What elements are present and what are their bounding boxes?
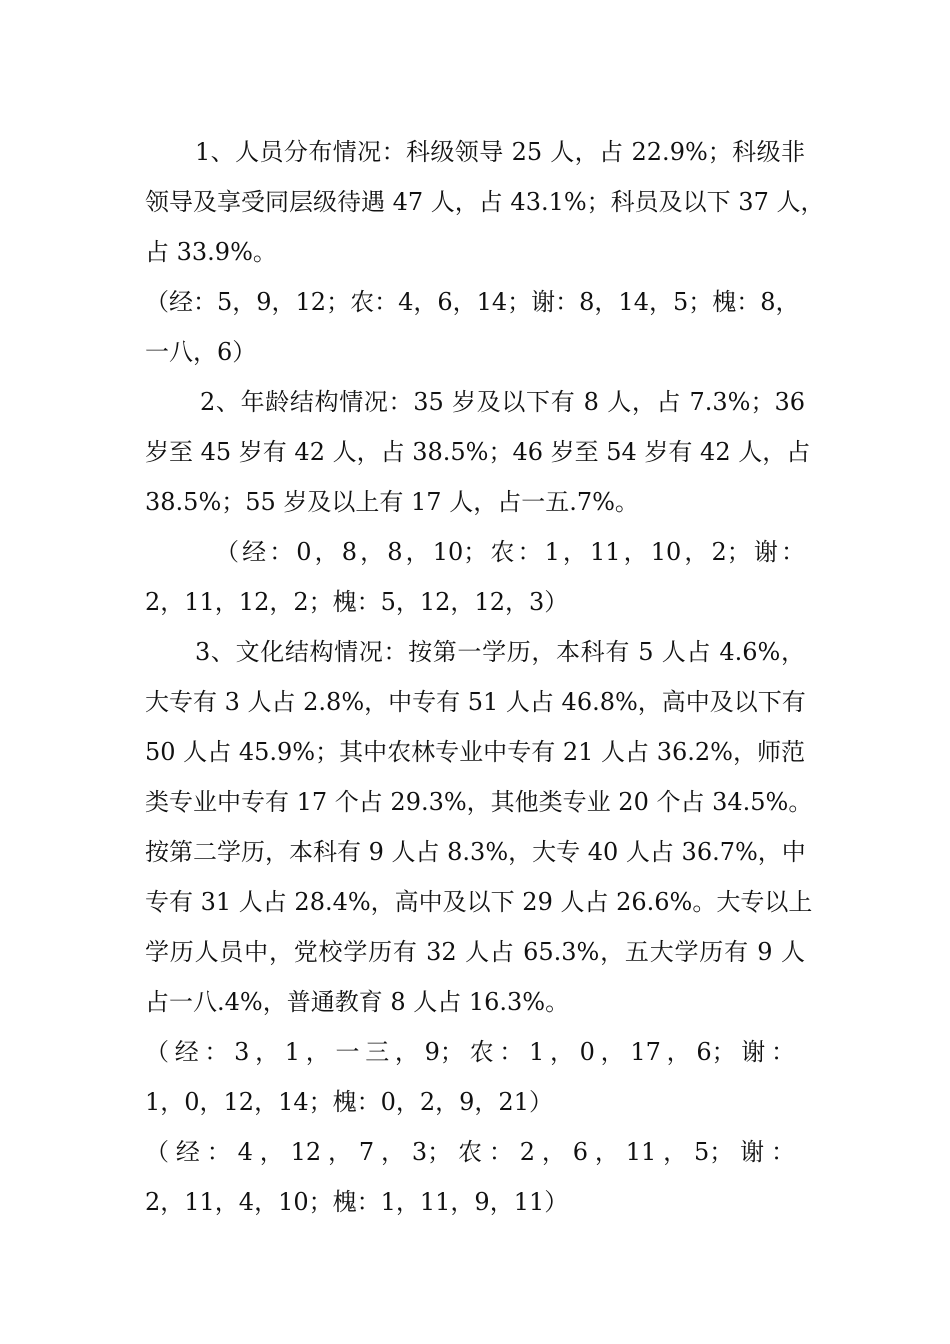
section2-note-line-2	[0, 577, 950, 627]
section2-text-2: 岁至 45 岁有 42 人，占 38.5%；46 岁至 54 岁有 42 人，占	[145, 438, 811, 466]
section3-note2-line-2	[0, 1177, 950, 1227]
section2-line-2	[0, 427, 950, 477]
section1-text-2: 领导及享受同层级待遇 47 人，占 43.1%；科员及以下 37 人，	[145, 188, 825, 216]
section3-text-8: 占一八.4%，普通教育 8 人占 16.3%。	[145, 988, 570, 1016]
section3-text-2: 大专有 3 人占 2.8%，中专有 51 人占 46.8%，高中及以下有	[145, 688, 806, 716]
section3-note2-line-1	[0, 1127, 950, 1177]
section3-line-2	[0, 677, 950, 727]
section3-line-1	[0, 627, 950, 677]
section2-line-1	[0, 377, 950, 427]
section1-text-1: 1、人员分布情况：科级领导 25 人，占 22.9%；科级非	[195, 138, 805, 166]
section3-text-3: 50 人占 45.9%；其中农林专业中专有 21 人占 36.2%，师范	[145, 738, 805, 766]
section3-line-7	[0, 927, 950, 977]
section3-text-7: 学历人员中，党校学历有 32 人占 65.3%，五大学历有 9 人	[145, 938, 805, 966]
section3-line-6	[0, 877, 950, 927]
section2-text-1: 2、年龄结构情况：35 岁及以下有 8 人，占 7.3%；36	[200, 388, 805, 416]
section2-text-3: 38.5%；55 岁及以上有 17 人，占一五.7%。	[145, 488, 639, 516]
section3-note1-line-2	[0, 1077, 950, 1127]
section2-note-line-1	[0, 527, 950, 577]
section1-line-3	[0, 227, 950, 277]
section3-line-4	[0, 777, 950, 827]
section3-note1-text-1: （经：3，1，一三，9；农：1，0，17，6；谢：	[145, 1038, 795, 1066]
section3-note2-text-2: 2，11，4，10；槐：1，11，9，11）	[145, 1188, 569, 1216]
section2-line-3	[0, 477, 950, 527]
section1-text-3: 占 33.9%。	[145, 238, 277, 266]
section3-text-1: 3、文化结构情况：按第一学历，本科有 5 人占 4.6%，	[195, 638, 805, 666]
section2-note-text-2: 2，11，12，2；槐：5，12，12，3）	[145, 588, 569, 616]
section1-note-text-2: 一八，6）	[145, 338, 257, 366]
section3-text-5: 按第二学历，本科有 9 人占 8.3%，大专 40 人占 36.7%，中	[145, 838, 806, 866]
section3-note2-text-1: （经：4，12，7，3；农：2，6，11，5；谢：	[145, 1138, 795, 1166]
section3-line-8	[0, 977, 950, 1027]
section1-line-2	[0, 177, 950, 227]
section3-note1-text-2: 1，0，12，14；槐：0，2，9，21）	[145, 1088, 553, 1116]
section1-note-line-1	[0, 277, 950, 327]
section3-line-3	[0, 727, 950, 777]
section3-note1-line-1	[0, 1027, 950, 1077]
section3-text-6: 专有 31 人占 28.4%，高中及以下 29 人占 26.6%。大专以上	[145, 888, 813, 916]
section1-note-line-2	[0, 327, 950, 377]
section3-line-5	[0, 827, 950, 877]
section1-line-1	[0, 127, 950, 177]
section2-note-text-1: （经：0，8，8，10；农：1，11，10，2；谢：	[215, 538, 805, 566]
section1-note-text-1: （经：5，9，12；农：4，6，14；谢：8，14，5；槐：8，	[145, 288, 800, 316]
section3-text-4: 类专业中专有 17 个占 29.3%，其他类专业 20 个占 34.5%。	[145, 788, 813, 816]
